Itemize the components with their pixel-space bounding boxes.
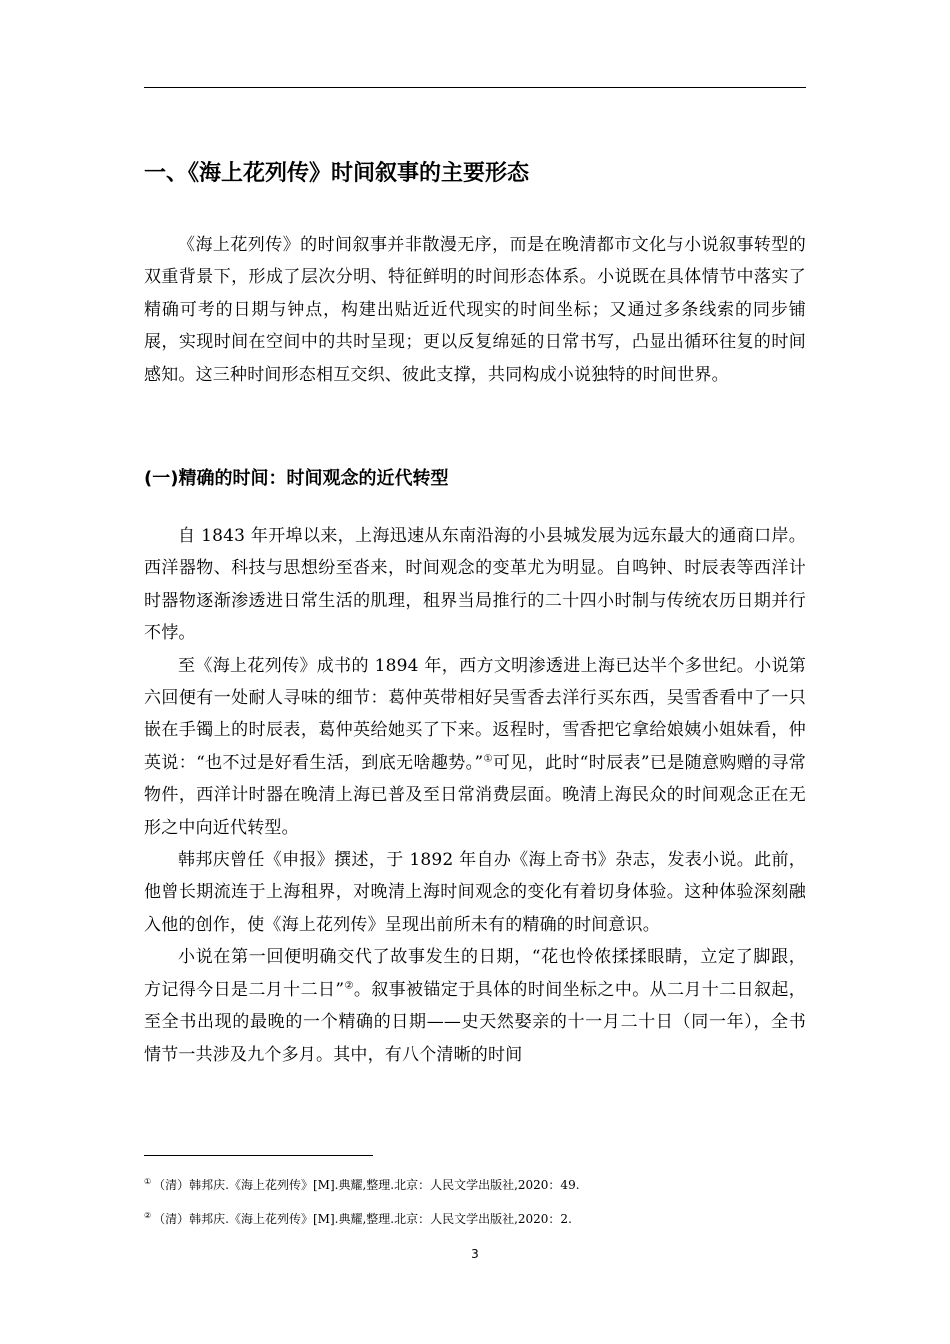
footnote-ref-2[interactable]: ② [344,980,354,992]
footnote-2-text: （清）韩邦庆.《海上花列传》[M].典耀,整理.北京：人民文学出版社,2020：2. [153,1212,572,1226]
page-number: 3 [471,1247,479,1261]
paragraph-1: 自 1843 年开埠以来，上海迅速从东南沿海的小县城发展为远东最大的通商口岸。西洋器物、科技与思想纷至沓来，时间观念的变革尤为明显。自鸣钟、时辰表等西洋计时器物逐渐渗透进日常生活的肌理，租界当局推行的二十四小时制与传统农历日期并行不悖。 [144,526,806,644]
paragraph-2 [144,650,806,844]
footnote-2 [144,1211,806,1227]
intro-block [144,229,806,391]
footnote-1 [144,1177,806,1193]
header-rule [144,87,806,88]
footnote-separator [144,1155,373,1156]
paragraph-4-text-b: 。叙事被锚定于具体的时间坐标之中。从二月十二日叙起，至全书出现的最晚的一个精确的日期——史天然娶亲的十一月二十日（同一年），全书情节一共涉及九个多月。其中，有八个清晰的时间 [144,979,806,1065]
section-heading: (一)精确的时间：时间观念的近代转型 [144,468,449,489]
paragraph-4-text-a: 小说在第一回便明确交代了故事发生的日期，“花也怜侬揉揉眼睛，立定了脚跟，方记得今日是二月十二日” [144,947,806,1000]
section-body [144,520,806,1071]
footnote-1-text: （清）韩邦庆.《海上花列传》[M].典耀,整理.北京：人民文学出版社,2020：49. [153,1178,580,1192]
chapter-heading: 一、《海上花列传》时间叙事的主要形态 [144,161,530,186]
intro-paragraph: 《海上花列传》的时间叙事并非散漫无序，而是在晚清都市文化与小说叙事转型的双重背景下，形成了层次分明、特征鲜明的时间形态体系。小说既在具体情节中落实了精确可考的日期与钟点，构建出贴近近代现实的时间坐标；又通过多条线索的同步铺展，实现时间在空间中的共时呈现；更以反复绵延的日常书写，凸显出循环往复的时间感知。这三种时间形态相互交织、彼此支撑，共同构成小说独特的时间世界。 [144,235,806,385]
paragraph-2-text-a: 至《海上花列传》成书的 1894 年，西方文明渗透进上海已达半个多世纪。小说第六回便有一处耐人寻味的细节：葛仲英带相好吴雪香去洋行买东西，吴雪香看中了一只嵌在手镯上的时辰表，葛仲英给她买了下来。返程时，雪香把它拿给娘姨小姐妹看，仲英说：“也不过是好看生活，到底无啥趣势。” [144,655,806,773]
paragraph-2-text-b: 可见，此时“时辰表”已是随意购赠的寻常物件，西洋计时器在晚清上海已普及至日常消费层面。晚清上海民众的时间观念正在无形之中向近代转型。 [144,752,806,838]
footnote-2-mark: ② [144,1211,152,1220]
paragraph-4 [144,941,806,1071]
footnote-ref-1[interactable]: ① [483,753,493,765]
paragraph-3: 韩邦庆曾任《申报》撰述，于 1892 年自办《海上奇书》杂志，发表小说。此前，他曾长期流连于上海租界，对晚清上海时间观念的变化有着切身体验。这种体验深刻融入他的创作，使《海上花列传》呈现出前所未有的精确的时间意识。 [144,850,806,935]
footnote-1-mark: ① [144,1177,152,1186]
